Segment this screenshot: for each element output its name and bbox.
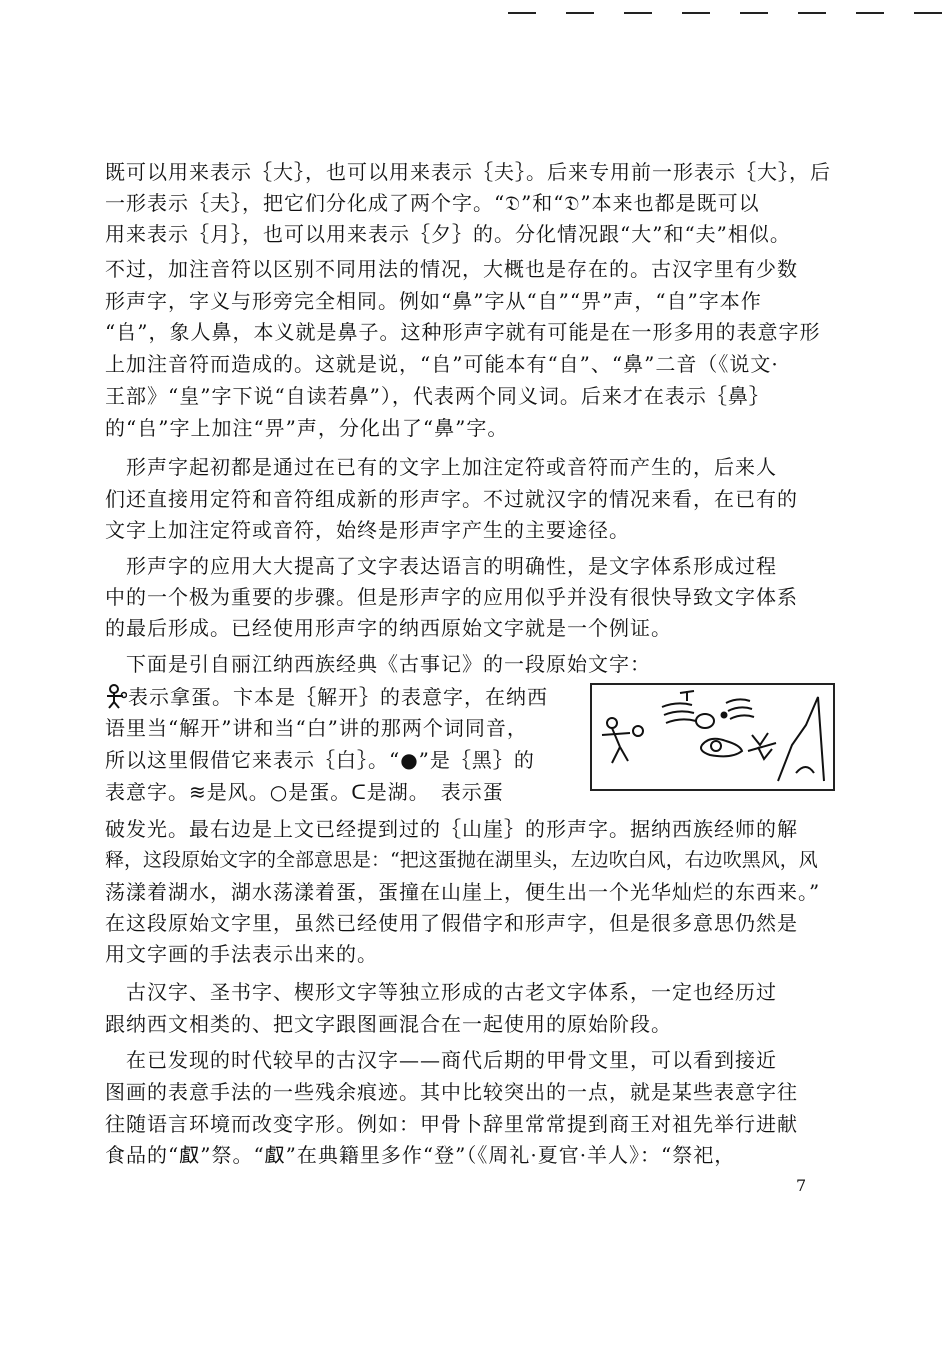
page-number: 7 bbox=[796, 1176, 807, 1195]
text-line: 形声字起初都是通过在已有的文字上加注定符或音符而产生的，后来人 bbox=[105, 455, 777, 479]
header-dash bbox=[856, 12, 884, 14]
text-line: 的“𠂤”字上加注“畀”声，分化出了“鼻”字。 bbox=[105, 416, 509, 440]
header-dash bbox=[508, 12, 536, 14]
text-line: 所以这里假借它来表示｛白｝。“●”是｛黑｝的 bbox=[105, 748, 535, 772]
white-wind-icon bbox=[662, 691, 696, 723]
text-line: 不过，加注音符以区别不同用法的情况，大概也是存在的。古汉字里有少数 bbox=[105, 257, 798, 281]
text-line: 中的一个极为重要的步骤。但是形声字的应用似乎并没有很快导致文字体系 bbox=[105, 585, 798, 609]
naxi-script-figure bbox=[590, 683, 835, 791]
text-line: 跟纳西文相类的、把文字跟图画混合在一起使用的原始阶段。 bbox=[105, 1012, 672, 1036]
header-dash bbox=[914, 12, 942, 14]
text-line: 文字上加注定符或音符，始终是形声字产生的主要途径。 bbox=[105, 518, 630, 542]
person-holding-egg-icon bbox=[602, 718, 643, 763]
text-line: 在这段原始文字里，虽然已经使用了假借字和形声字，但是很多意思仍然是 bbox=[105, 911, 798, 935]
text-line: 一形表示｛夫｝，把它们分化成了两个字。“𝔇”和“𝔇”本来也都是既可以 bbox=[105, 191, 760, 215]
text-line: 们还直接用定符和音符组成新的形声字。不过就汉字的情况来看，在已有的 bbox=[105, 487, 798, 511]
text-line: 图画的表意手法的一些残余痕迹。其中比较突出的一点，就是某些表意字往 bbox=[105, 1080, 798, 1104]
text-line: 形声字，字义与形旁完全相同。例如“鼻”字从“自”“畀”声，“自”字本作 bbox=[105, 289, 762, 313]
text-line: 下面是引自丽江纳西族经典《古事记》的一段原始文字： bbox=[105, 652, 651, 676]
text-line: 既可以用来表示｛大｝，也可以用来表示｛夫｝。后来专用前一形表示｛大｝，后 bbox=[105, 160, 831, 184]
header-dash bbox=[624, 12, 652, 14]
text-line: 古汉字、圣书字、楔形文字等独立形成的古老文字体系，一定也经历过 bbox=[105, 980, 777, 1004]
lake-icon bbox=[701, 739, 742, 757]
egg-icon bbox=[696, 714, 714, 728]
text-line: 食品的“𠭯”祭。“𠭯”在典籍里多作“登”（《周礼·夏官·羊人》：“祭祀， bbox=[105, 1143, 736, 1167]
text-line: 上加注音符而造成的。这就是说，“𠂤”可能本有“自”、“鼻”二音（《说文· bbox=[105, 352, 779, 376]
text-line: 释，这段原始文字的全部意思是：“把这蛋抛在湖里头，左边吹白风，右边吹黑风，风 bbox=[105, 849, 818, 871]
text-line: 用文字画的手法表示出来的。 bbox=[105, 942, 378, 966]
header-dash bbox=[682, 12, 710, 14]
text-line: 表意字。≋是风。○是蛋。ᑕ是湖。 表示蛋 bbox=[105, 780, 504, 804]
header-dash bbox=[740, 12, 768, 14]
text-line: 用来表示｛月｝，也可以用来表示｛夕｝的。分化情况跟“大”和“夫”相似。 bbox=[105, 222, 791, 246]
flash-icon bbox=[748, 733, 776, 759]
person-holding-egg-icon bbox=[105, 683, 127, 713]
black-wind-icon bbox=[722, 699, 755, 719]
text-line: “𠂤”，象人鼻，本义就是鼻子。这种形声字就有可能是在一形多用的表意字形 bbox=[105, 320, 821, 344]
text-line: 在已发现的时代较早的古汉字——商代后期的甲骨文里，可以看到接近 bbox=[105, 1048, 777, 1072]
text-line: 语里当“解开”讲和当“白”讲的那两个词同音， bbox=[105, 716, 528, 740]
text-line: 的最后形成。已经使用形声字的纳西原始文字就是一个例证。 bbox=[105, 616, 672, 640]
header-dashes bbox=[508, 12, 942, 14]
text-line: 表示拿蛋。卞本是｛解开｝的表意字，在纳西 bbox=[128, 685, 548, 709]
text-line: 往随语言环境而改变字形。例如：甲骨卜辞里常常提到商王对祖先举行进献 bbox=[105, 1112, 798, 1136]
text-line: 形声字的应用大大提高了文字表达语言的明确性，是文字体系形成过程 bbox=[105, 554, 777, 578]
text-line: 荡漾着湖水，湖水荡漾着蛋，蛋撞在山崖上，便生出一个光华灿烂的东西来。” bbox=[105, 880, 821, 904]
header-dash bbox=[566, 12, 594, 14]
header-dash bbox=[798, 12, 826, 14]
text-line: 王部》“皇”字下说“自读若鼻”），代表两个同义词。后来才在表示｛鼻｝ bbox=[105, 384, 770, 408]
cliff-icon bbox=[778, 697, 824, 781]
text-line: 破发光。最右边是上文已经提到过的｛山崖｝的形声字。据纳西族经师的解 bbox=[105, 817, 798, 841]
